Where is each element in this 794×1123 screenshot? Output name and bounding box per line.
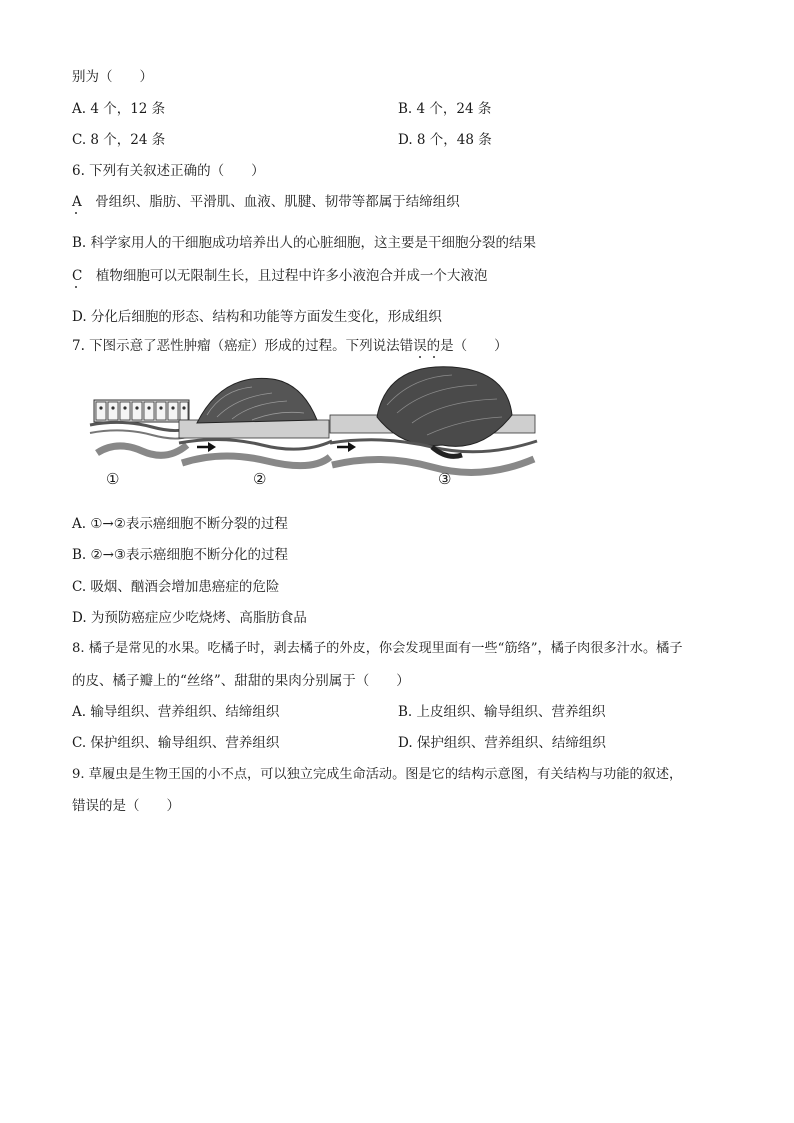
stage-1-normal-tissue xyxy=(90,400,194,455)
emphasis-dot xyxy=(419,356,421,358)
q5-option-d: D. 8 个，48 条 xyxy=(398,132,492,148)
emphasis-dot xyxy=(433,356,435,358)
arrow-right-icon xyxy=(348,442,356,452)
q8-option-a: A. 输导组织、营养组织、结缔组织 xyxy=(72,704,280,720)
stage-3-invasive-tumor xyxy=(330,367,537,473)
q5-option-b: B. 4 个，24 条 xyxy=(398,101,492,117)
arrow-right-icon xyxy=(208,442,216,452)
q5-option-c: C. 8 个，24 条 xyxy=(72,132,166,148)
q6-option-d: D. 分化后细胞的形态、结构和功能等方面发生变化，形成组织 xyxy=(72,309,442,325)
figure-label-1: ① xyxy=(106,470,120,488)
q6-option-c: C 植物细胞可以无限制生长，且过程中许多小液泡合并成一个大液泡 xyxy=(72,268,488,284)
q6-option-a: A 骨组织、脂肪、平滑肌、血液、肌腱、韧带等都属于结缔组织 xyxy=(72,194,460,210)
q5-stem-tail: 别为（ ） xyxy=(72,69,153,85)
option-separator-dot xyxy=(75,286,77,288)
q8-stem-line1: 8. 橘子是常见的水果。吃橘子时，剥去橘子的外皮，你会发现里面有一些“筋络”，橘子肉很多汁水。橘子 xyxy=(72,641,683,656)
q7-option-c: C. 吸烟、酗酒会增加患癌症的危险 xyxy=(72,579,280,595)
option-separator-dot xyxy=(75,212,77,214)
figure-label-3: ③ xyxy=(438,470,452,488)
q7-option-b: B. ②→③表示癌细胞不断分化的过程 xyxy=(72,547,289,563)
q5-option-a: A. 4 个，12 条 xyxy=(72,101,166,117)
q7-stem: 7. 下图示意了恶性肿瘤（癌症）形成的过程。下列说法错误的是（ ） xyxy=(72,338,508,354)
q9-stem-line1: 9. 草履虫是生物王国的小不点，可以独立完成生命活动。图是它的结构示意图，有关结构与功能的叙述， xyxy=(72,767,683,782)
q8-option-d: D. 保护组织、营养组织、结缔组织 xyxy=(398,735,606,751)
q8-option-c: C. 保护组织、输导组织、营养组织 xyxy=(72,735,280,751)
figure-label-2: ② xyxy=(253,470,267,488)
q7-option-a: A. ①→②表示癌细胞不断分裂的过程 xyxy=(72,516,288,532)
cancer-formation-figure xyxy=(82,365,542,495)
q8-option-b: B. 上皮组织、输导组织、营养组织 xyxy=(398,704,606,720)
q9-stem-line2: 错误的是（ ） xyxy=(72,798,180,814)
stage-2-tumor xyxy=(179,378,332,465)
q7-option-d: D. 为预防癌症应少吃烧烤、高脂肪食品 xyxy=(72,610,307,626)
q8-stem-line2: 的皮、橘子瓣上的“丝络”、甜甜的果肉分别属于（ ） xyxy=(72,673,410,689)
q6-stem: 6. 下列有关叙述正确的（ ） xyxy=(72,163,265,179)
q6-option-b: B. 科学家用人的干细胞成功培养出人的心脏细胞，这主要是干细胞分裂的结果 xyxy=(72,235,537,251)
